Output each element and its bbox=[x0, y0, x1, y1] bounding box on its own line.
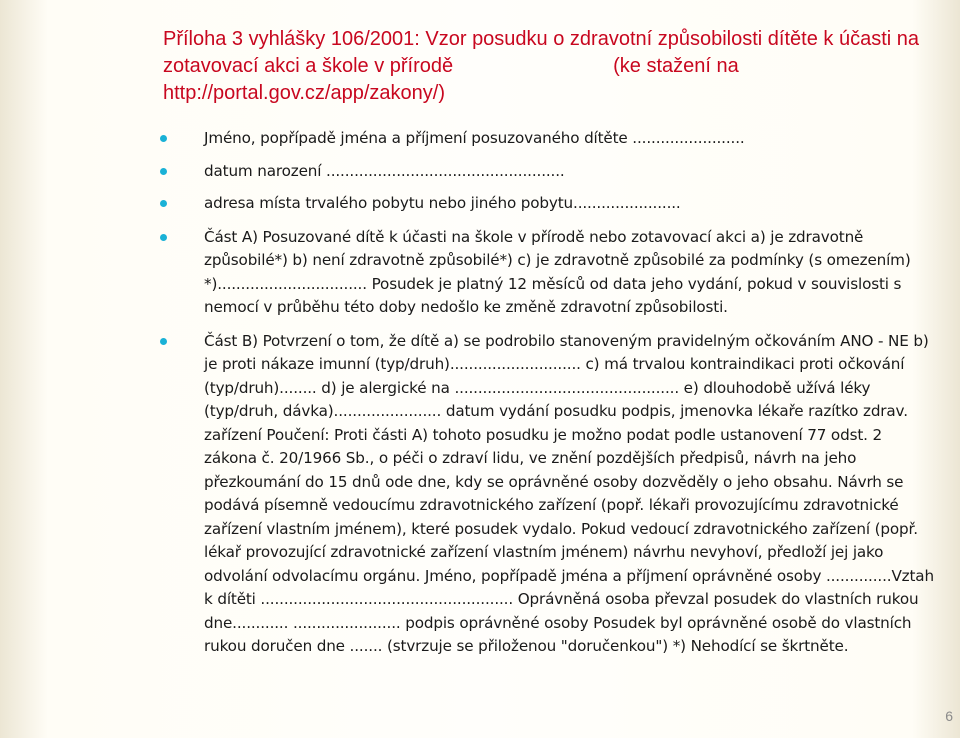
bullet-item-part-b bbox=[160, 330, 935, 659]
bullet-item-part-a bbox=[160, 226, 935, 320]
bullet-text: adresa místa trvalého pobytu nebo jiného pobytu....................... bbox=[204, 194, 681, 212]
bullet-dot-icon bbox=[160, 200, 167, 207]
title-line-3-url[interactable]: http://portal.gov.cz/app/zakony/) bbox=[163, 82, 446, 104]
bullet-item-child-name bbox=[160, 127, 935, 151]
bullet-item-birth-date bbox=[160, 160, 935, 184]
bullet-text: Část B) Potvrzení o tom, že dítě a) se podrobilo stanoveným pravidelným očkováním ANO - NE b) je proti nákaze imunní (typ/druh)............................ c) má trvalou kontraindikaci proti očkování (typ/druh)........ d) je alergické na ................................................ e) dlouhodobě užívá léky (typ/druh, dávka)....................... datum vydání posudku podpis, jmenovka lékaře razítko zdrav. zařízení Poučení: Proti části A) tohoto posudku je možno podat podle ustanovení 77 odst. 2 zákona č. 20/1966 Sb., o péči o zdraví lidu, ve znění pozdějších předpisů, návrh na jeho přezkoumání do 15 dnů ode dne, kdy se oprávněné osoby dozvěděly o jeho obsahu. Návrh se podává písemně vedoucímu zdravotnického zařízení (popř. lékaři provozujícímu zdravotnické zařízení vlastním jménem), které posudek vydalo. Pokud vedoucí zdravotnického zařízení (popř. lékař provozující zdravotnické zařízení vlastním jménem) návrhu nevyhoví, předloží jej jako odvolání odvolacímu orgánu. Jméno, popřípadě jména a příjmení oprávněné osoby ..............Vztah k dítěti ...................................................... Oprávněná osoba převzal posudek do vlastních rukou dne............ ....................... podpis oprávněné osoby Posudek byl oprávněné osobě do vlastních rukou doručen dne ....... (stvrzuje se přiloženou "doručenkou") *) Nehodící se škrtněte. bbox=[204, 331, 934, 655]
bullet-text: Část A) Posuzované dítě k účasti na škole v přírodě nebo zotavovací akci a) je zdravotně způsobilé*) b) není zdravotně způsobilé*) c) je zdravotně způsobilé za podmínky (s omezením) *)................................ Posudek je platný 12 měsíců od data jeho vydání, pokud v souvislosti s nemocí v průběhu této doby nedošlo ke změně zdravotní způsobilosti. bbox=[204, 227, 911, 316]
bullet-item-address bbox=[160, 192, 935, 216]
bullet-text: Jméno, popřípadě jména a příjmení posuzovaného dítěte ........................ bbox=[204, 129, 745, 147]
bullet-dot-icon bbox=[160, 338, 167, 345]
title-line-2-link-intro: (ke stažení na bbox=[613, 55, 739, 77]
slide-title bbox=[163, 26, 933, 107]
title-line-2 bbox=[163, 53, 933, 80]
title-line-1: Příloha 3 vyhlášky 106/2001: Vzor posudku o zdravotní způsobilosti dítěte k účasti na bbox=[163, 28, 919, 50]
bullet-dot-icon bbox=[160, 135, 167, 142]
title-line-2-text: zotavovací akci a škole v přírodě bbox=[163, 55, 454, 77]
bullet-text: datum narození ................................................... bbox=[204, 161, 565, 180]
page-number: 6 bbox=[945, 708, 953, 724]
bullet-dot-icon bbox=[160, 168, 167, 175]
bullet-list bbox=[160, 127, 935, 669]
bullet-dot-icon bbox=[160, 234, 167, 241]
